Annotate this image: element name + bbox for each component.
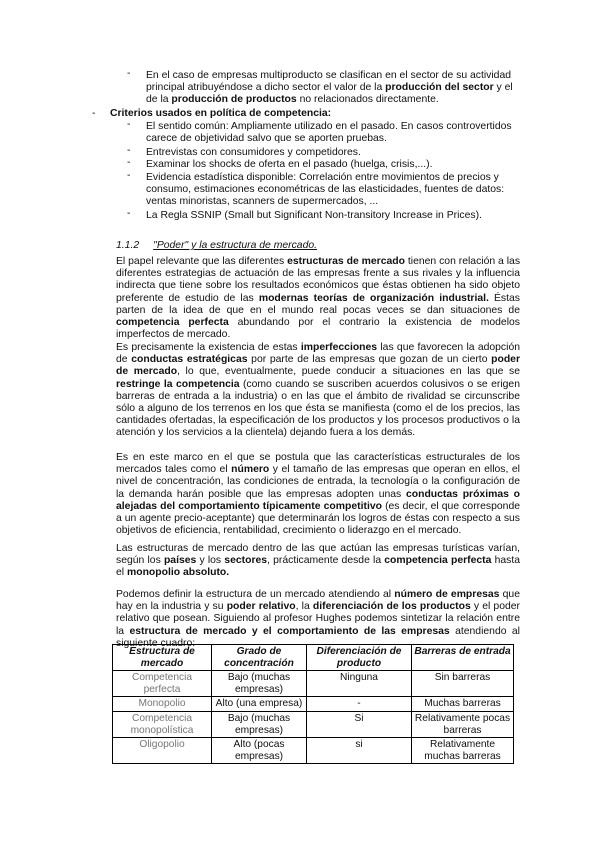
- table-cell: -: [307, 697, 412, 712]
- bold-text: competencia perfecta: [384, 555, 492, 567]
- bold-text: número: [231, 464, 270, 476]
- text-run: y el de la: [146, 82, 513, 106]
- criterio-item: [127, 145, 518, 159]
- text-run: abundando por el contrario la existencia de modelos imperfectos de mercado.: [116, 317, 520, 341]
- bold-text: monopolio absoluto.: [126, 567, 230, 579]
- table-cell: Bajo (muchas empresas): [212, 671, 307, 697]
- bold-text: estructura de mercado y el comportamiento de las empresas: [129, 625, 450, 637]
- table-row: [113, 738, 514, 764]
- bold-text: conductas estratégicas: [131, 354, 248, 366]
- text-run: (como cuando se suscriben acuerdos colusivos o se erigen barreras de entrada a la industria) o en las que el ámbito de rivalidad se circunscribe sólo a alguno de los terrenos en los que ésta se manifiesta (como el de los precios, las cantidades ofertadas, la especificación de los productos y los procesos productivos o la atención y los servicios a la clientela) dejando fuera a los demás.: [116, 378, 520, 439]
- bold-text: diferenciación de los productos: [312, 601, 471, 613]
- criterio-text: Evidencia estadística disponible: Correlación entre movimientos de precios y consumo, estimaciones econométricas de las elasticidades, fuentes de datos: ventas minoristas, scanners de supermercados, ...: [146, 172, 505, 208]
- text-run: Es en este marco en el que se postula que las características estructurales de los mercados tales como el: [116, 452, 520, 476]
- text-run: no relacionados directamente.: [296, 94, 439, 106]
- criterio-text: Examinar los shocks de oferta en el pasado (huelga, crisis,...).: [146, 159, 433, 170]
- dash-bullet: -: [127, 68, 131, 79]
- bold-text: producción del sector: [385, 82, 494, 94]
- dash-bullet: -: [92, 108, 96, 119]
- table-cell: Competencia perfecta: [113, 671, 212, 697]
- table-row: [113, 711, 514, 737]
- criterio-text: Entrevistas con consumidores y competidores.: [146, 147, 361, 158]
- table-header-row: [113, 645, 514, 671]
- paragraph: [116, 543, 520, 580]
- criterio-item: [127, 119, 518, 145]
- criterio-text: El sentido común: Ampliamente utilizado en el pasado. En casos controvertidos carece de objetividad salvo que se aporten pruebas.: [146, 121, 512, 145]
- dash-bullet: -: [127, 145, 131, 156]
- criterio-item: [127, 208, 518, 222]
- table-cell: Sin barreras: [412, 671, 514, 697]
- criterio-item: [127, 170, 518, 209]
- table-row: [113, 697, 514, 712]
- list-item-multiproducto: [127, 68, 518, 107]
- bold-text: conductas próximas o alejadas del comportamiento típicamente competitivo: [116, 488, 520, 512]
- table-cell: Muchas barreras: [412, 697, 514, 712]
- bold-text: estructuras de mercado: [287, 256, 405, 267]
- dash-bullet: -: [127, 170, 131, 181]
- table-cell: Alto (una empresa): [212, 697, 307, 712]
- criterio-text: La Regla SSNIP (Small but Significant Non-transitory Increase in Prices).: [146, 210, 482, 221]
- text-run: Éstas parten de la idea de que en el mundo real pocas veces se dan situaciones de: [116, 292, 520, 316]
- table-cell: Oligopolio: [113, 738, 212, 764]
- paragraph: [116, 589, 520, 650]
- bold-text: imperfecciones: [300, 342, 378, 353]
- column-header: Diferenciación de producto: [307, 645, 412, 671]
- text-run: atendiendo al siguiente cuadro:: [116, 625, 520, 649]
- table-cell: Ninguna: [307, 671, 412, 697]
- column-header: Barreras de entrada: [412, 645, 514, 671]
- text-run: las que favorecen la adopción de: [116, 342, 520, 366]
- table-cell: Alto (pocas empresas): [212, 738, 307, 764]
- bold-text: poder relativo: [226, 601, 296, 613]
- text-run: En el caso de empresas multiproducto se clasifican en el sector de su actividad principal atribuyéndose a dicho sector el valor de la: [146, 70, 512, 94]
- bold-text: restringe la competencia: [116, 378, 240, 390]
- table-cell: Monopolio: [113, 697, 212, 712]
- market-structure-table: [112, 644, 514, 764]
- text-run: Es precisamente la existencia de estas: [116, 342, 301, 353]
- text-run: tienen con relación a las diferentes estrategias de actuación de las empresas frente a sus rivales y la influencia indirecta que tiene sobre los resultados económicos que éstas obtienen ha sido objeto preferente de estudio de las: [116, 256, 521, 304]
- column-header: Estructura de mercado: [113, 645, 212, 671]
- text-run: por parte de las empresas que gozan de un cierto: [247, 354, 492, 366]
- text-run: y el tamaño de las empresas que operan en ellos, el nivel de concentración, las condiciones de entrada, la tecnología o la configuración de la demanda harán posible que las empresas adopten unas: [116, 464, 520, 500]
- column-header: Grado de concentración: [212, 645, 307, 671]
- table-cell: Bajo (muchas empresas): [212, 711, 307, 737]
- text-run: (es decir, el que corresponde a un agente precio-aceptante) que determinarán los logros de éstas con respecto a sus objetivos de eficiencia, rentabilidad, crecimiento o liderazgo en el mercado.: [116, 500, 520, 537]
- bold-text: producción de productos: [171, 94, 297, 106]
- text-run: , lo que, eventualmente, puede conducir a situaciones en las que se: [177, 366, 520, 378]
- text-run: hasta el: [116, 555, 520, 579]
- dash-bullet: -: [127, 157, 131, 168]
- criterios-title: Criterios usados en política de competencia:: [110, 108, 332, 119]
- table-cell: si: [307, 738, 412, 764]
- section-number: 1.1.2: [116, 240, 140, 251]
- paragraph: [116, 342, 520, 440]
- text-run: y el poder relativo que posean. Siguiendo al profesor Hughes podemos sintetizar la relación entre la: [116, 601, 521, 637]
- text-run: , la: [295, 601, 313, 613]
- bold-text: número de empresas: [394, 589, 500, 600]
- criterio-item: [127, 157, 518, 171]
- text-run: Las estructuras de mercado dentro de las que actúan las empresas turísticas varían, según los: [116, 543, 520, 567]
- table-row: [113, 671, 514, 697]
- paragraph: [116, 452, 520, 537]
- table-cell: Si: [307, 711, 412, 737]
- text-run: Podemos definir la estructura de un mercado atendiendo al: [116, 589, 395, 600]
- section-title: "Poder" y la estructura de mercado.: [153, 240, 318, 251]
- bold-text: países: [163, 555, 197, 567]
- dash-bullet: -: [127, 119, 131, 130]
- dash-bullet: -: [127, 208, 131, 219]
- rich-text: [146, 70, 513, 105]
- table-cell: Relativamente pocas barreras: [412, 711, 514, 737]
- bold-text: sectores: [224, 555, 268, 567]
- text-run: El papel relevante que las diferentes: [116, 256, 288, 267]
- table-cell: Competencia monopolística: [113, 711, 212, 737]
- table-cell: Relativamente muchas barreras: [412, 738, 514, 764]
- section-heading: [116, 240, 317, 252]
- bold-text: poder de mercado: [116, 354, 521, 378]
- text-run: , prácticamente desde la: [267, 555, 385, 567]
- text-run: que hay en la industria y su: [116, 589, 520, 613]
- bold-text: modernas teorías de organización industrial.: [258, 292, 489, 304]
- paragraph: [116, 256, 520, 341]
- bold-text: competencia perfecta: [116, 317, 229, 329]
- text-run: y los: [196, 555, 225, 567]
